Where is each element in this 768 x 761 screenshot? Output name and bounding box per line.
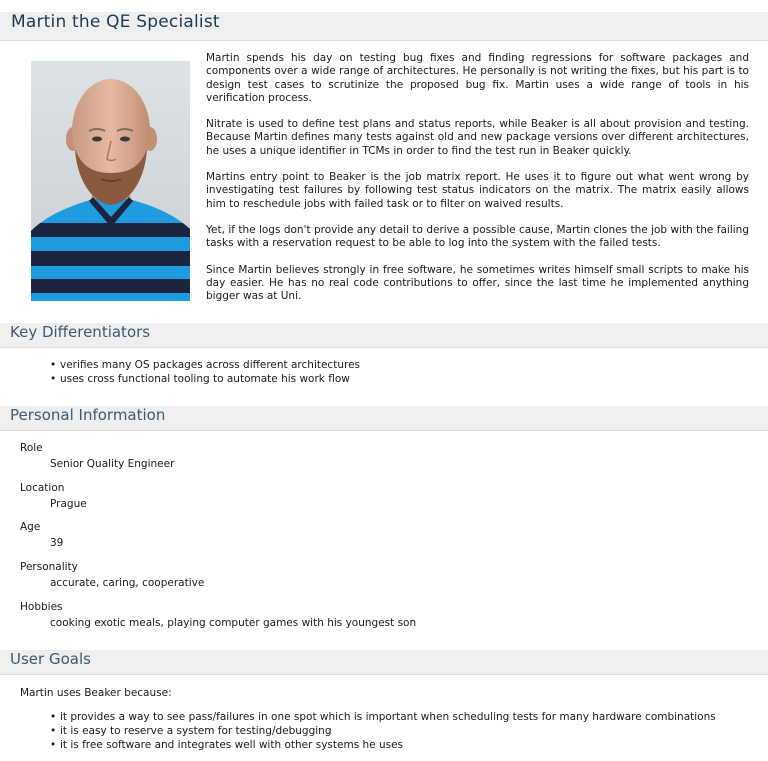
role-label: Role	[20, 442, 43, 454]
age-field	[20, 520, 63, 550]
hobbies-field	[20, 600, 416, 630]
hobbies-label: Hobbies	[20, 601, 63, 613]
role-field	[20, 441, 174, 471]
personality-value: accurate, caring, cooperative	[50, 577, 205, 589]
bio-paragraph: Since Martin believes strongly in free software, he sometimes writes himself small scripts to make his day easier. He has no real code contributions to offer, since the last time he implemented anything bigger was at Uni.	[206, 263, 749, 303]
persona-photo	[31, 61, 190, 301]
user-goals-header	[0, 650, 768, 675]
bio-paragraph: Nitrate is used to define test plans and status reports, while Beaker is all about provision and testing. Because Martin defines many tests against old and new package versions over different architectures, he uses a unique identifier in TCMs in order to find the test run in Beaker quickly.	[206, 118, 749, 157]
section-heading: Personal Information	[10, 406, 166, 424]
persona-portrait-image	[31, 61, 190, 301]
age-value: 39	[50, 537, 64, 549]
key-differentiators-list	[50, 358, 360, 386]
persona-biography	[206, 52, 749, 316]
section-heading: User Goals	[10, 650, 91, 668]
list-item: • it provides a way to see pass/failures in one spot which is important when scheduling tests for many hardware combinations	[50, 710, 716, 724]
location-value: Prague	[50, 498, 87, 510]
personal-information-header	[0, 406, 768, 431]
personality-field	[20, 560, 204, 590]
hobbies-value: cooking exotic meals, playing computer games with his youngest son	[50, 617, 417, 629]
role-value: Senior Quality Engineer	[50, 458, 175, 470]
bio-paragraph: Yet, if the logs don't provide any detail to derive a possible cause, Martin clones the job with the failing tasks with a reservation request to be able to log into the system with the failed tests.	[206, 223, 749, 250]
key-differentiators-header	[0, 323, 768, 348]
personality-label: Personality	[20, 561, 78, 573]
list-item: • it is easy to reserve a system for testing/debugging	[50, 724, 716, 738]
location-label: Location	[20, 482, 65, 494]
page-title: Martin the QE Specialist	[11, 12, 220, 32]
list-item: • verifies many OS packages across different architectures	[50, 358, 360, 372]
bio-paragraph: Martin spends his day on testing bug fixes and finding regressions for software packages and components over a wide range of architectures. He personally is not writing the fixes, but his part is to design test cases to scrutinize the proposed bug fix. Martin uses a wide range of tools in his verification process.	[206, 52, 749, 104]
list-item: • it is free software and integrates well with other systems he uses	[50, 738, 716, 752]
user-goals-list	[50, 710, 716, 752]
section-heading: Key Differentiators	[10, 323, 151, 341]
list-item: • uses cross functional tooling to automate his work flow	[50, 372, 360, 386]
age-label: Age	[20, 521, 41, 533]
user-goals-intro: Martin uses Beaker because:	[20, 687, 172, 699]
bio-paragraph: Martins entry point to Beaker is the job matrix report. He uses it to figure out what went wrong by investigating test failures by following test status indicators on the matrix. The matrix easily allows him to reschedule jobs with failed task or to filter on waived results.	[206, 171, 749, 210]
title-bar	[0, 12, 768, 41]
location-field	[20, 481, 87, 511]
